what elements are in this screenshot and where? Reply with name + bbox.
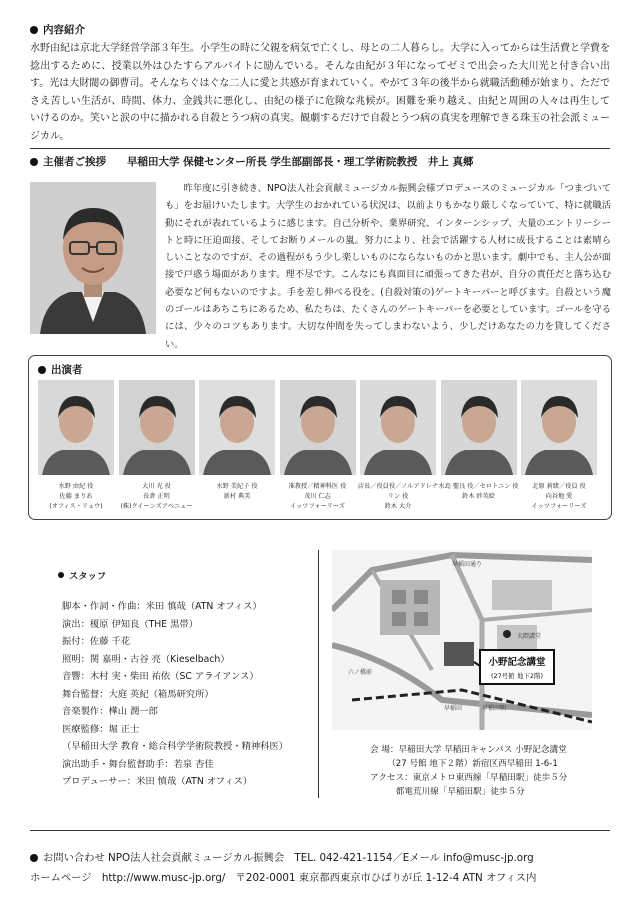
- cast-heading: [38, 362, 83, 377]
- greeting-text: 昨年度に引き続き、NPO法人社会貢献ミュージカル振興会様プロデュースのミュージカル「つまづいても」をお届けいたします。大学生のおかれている状況は、以前よりもかなり厳しくなっていて、特に就職活動にそれが表れているように感じます。自己分析や、業界研究、インターンシップ、大量のエントリーシートと時に圧迫面接、そしてお断りメールの嵐。努力により、社会で活躍する人材に成長することは素晴らしいことなのですが、その過程がもう少し楽しいものにならないものかと思います。劇中でも、主人公が面接で戸惑う場面があります。理不尽です。こんなにも真面目に頑張ってきた君が、自分の責任だと落ち込む必要など何もないのですよ。手を差し伸べる役を、(自殺対策の)ゲートキーパーと呼びます。自殺という魔のゴールはあちこちにあるため、私たちは、たくさんのゲートキーパーを必要としています。ゴールを守るには、少々のコツもあります。大切な仲間を失ってしまわないよう、少しだけあなたの力を貸してください。: [165, 183, 611, 350]
- staff-line: 演出助手・舞台監督助手：若泉 杏佳: [62, 758, 214, 770]
- cast-caption: [33, 482, 119, 512]
- cast-caption: [114, 482, 200, 512]
- staff-line: （早稲田大学 教育・総合科学学術院教授・精神科医）: [62, 741, 289, 752]
- bullet-icon: [30, 26, 38, 34]
- cast-photo: [360, 380, 436, 475]
- cast-name: 茂川 仁志: [304, 493, 331, 500]
- cast-role: 准教授／精神科医 役: [288, 483, 347, 490]
- cast-name: 新村 典美: [223, 493, 251, 500]
- cast-caption: [194, 482, 280, 502]
- cast-photo: [38, 380, 114, 475]
- map-label: 六ノ橋前: [348, 669, 373, 676]
- cast-photo: [119, 380, 195, 475]
- venue-box-subtitle: (27号館 地下2階): [490, 672, 544, 680]
- intro-heading: [30, 22, 85, 37]
- map-label: 大隈講堂: [517, 633, 542, 640]
- map-label: 早稲田: [444, 705, 463, 712]
- cast-caption: [516, 482, 602, 512]
- staff-line: プロデューサー：米田 慎哉（ATN オフィス）: [62, 776, 253, 787]
- cast-role: 店長／役員役／ノルアドレナリン 役: [357, 483, 439, 500]
- venue-info: [370, 743, 567, 799]
- map-label: 早稲田駅: [482, 705, 507, 712]
- homepage-line: ホームページ http://www.musc-jp.org/ 〒202-0001 東京都西東京市ひばりが丘 1-12-4 ATN オフィス内: [30, 872, 537, 884]
- cast-photo: [441, 380, 517, 475]
- staff-line: 脚本・作詞・作曲：米田 慎哉（ATN オフィス）: [62, 601, 262, 612]
- cast-photo: [280, 380, 356, 475]
- footer: [30, 848, 536, 888]
- greeting-heading: [30, 154, 474, 169]
- divider: [30, 830, 610, 831]
- cast-photo: [521, 380, 597, 475]
- cast-caption: [275, 482, 361, 512]
- staff-line: 音響：木村 実・柴田 祐依（SC アライアンス）: [62, 671, 259, 682]
- staff-line: 演出：榎原 伊知良（THE 黒帯）: [62, 618, 199, 630]
- map-label: 早稲田通り: [452, 561, 483, 568]
- bullet-icon: [58, 572, 64, 578]
- contact-line: [30, 848, 536, 868]
- divider-vertical: [318, 550, 319, 798]
- cast-caption: [355, 482, 441, 512]
- cast-heading-text: 出演者: [51, 364, 83, 376]
- staff-line: 音楽製作：樺山 潤一郎: [62, 706, 158, 717]
- staff-line: 振付：佐藤 千花: [62, 636, 131, 647]
- cast-org: イッツフォーリーズ: [531, 503, 587, 510]
- staff-line: 舞台監督：大庭 英紀（箱馬研究所）: [62, 688, 214, 700]
- cast-caption: [436, 482, 522, 502]
- cast-role: 北原 莉緒／役員 役: [532, 483, 586, 490]
- venue-box-title: 小野記念講堂: [488, 657, 546, 668]
- cast-photo: [199, 380, 275, 475]
- contact-text: お問い合わせ NPO法人社会貢献ミュージカル振興会 TEL. 042-421-1154／Eメール info@musc-jp.org: [43, 852, 534, 864]
- intro-heading-text: 内容紹介: [43, 24, 85, 36]
- cast-role: 水野 美紀子 役: [216, 483, 258, 490]
- organizer-portrait: [30, 182, 156, 334]
- greeting-heading-text: 主催者ご挨拶 早稲田大学 保健センター所長 学生部副部長・理工学術院教授 井上 真郷: [43, 156, 474, 168]
- cast-role: 水野 由紀 役: [58, 483, 94, 490]
- cast-role: 大川 光 役: [142, 483, 171, 490]
- bullet-icon: [30, 158, 38, 166]
- bullet-icon: [30, 854, 38, 862]
- cast-role: 水島 聖良 役／セロトニン 役: [438, 483, 519, 490]
- intro-text: 水野由紀は京北大学経営学部３年生。小学生の時に父親を病気で亡くし、母との二人暮らし。大学に入ってからは生活費と学費を捻出するために、授業以外はひたすらアルバイトに励んでいる。そんな由紀が３年になってゼミで出会った大川光と付き合い出す。光は大財閥の御曹司。そんなちぐはぐな二人に愛と共感が育まれていく。やがて３年の後半から就職活動種が始まり、ただでさえ苦しい生活が、時間、体力、金銭共に悪化し、由紀の様子に危険な兆候が。困難を乗り越え、由紀と周囲の人々は再生していけるのか。笑いと涙の中に描かれる自殺とうつ病の真実。観劇するだけで自殺とうつ病の真実を理解できる珠玉の社会派ミュージカル。: [30, 43, 610, 142]
- cast-org: (オフィス・リュウ): [49, 503, 103, 510]
- cast-name: 佐藤 まりあ: [59, 493, 93, 500]
- staff-line: 医療監修：堀 正士: [62, 723, 140, 735]
- cast-name: 向谷地 愛: [545, 493, 573, 500]
- staff-heading-text: スタッフ: [69, 571, 107, 582]
- staff-list: [62, 598, 288, 791]
- venue-line: 都電荒川線「早稲田駅」徒歩５分: [395, 787, 525, 797]
- bullet-icon: [38, 366, 46, 374]
- cast-name: 長倉 正明: [143, 493, 170, 500]
- cast-name: 鈴木 紗英絵: [462, 493, 495, 500]
- cast-org: イッツフォーリーズ: [290, 503, 345, 510]
- campus-map: [332, 550, 592, 730]
- venue-line: （27 号館 地下２階）新宿区西早稲田 1-6-1: [387, 759, 558, 769]
- staff-heading: [58, 568, 106, 582]
- staff-line: 照明：関 嘉明・古谷 亮（Kieselbach）: [62, 653, 230, 665]
- divider: [30, 148, 610, 149]
- venue-line: アクセス：東京メトロ東西線「早稲田駅」徒歩５分: [370, 773, 568, 783]
- venue-line: 会 場：早稲田大学 早稲田キャンパス 小野記念講堂: [370, 745, 567, 755]
- cast-org: (株)クイーンズアベニュー: [120, 503, 193, 510]
- cast-name: 鈴木 大介: [384, 503, 412, 510]
